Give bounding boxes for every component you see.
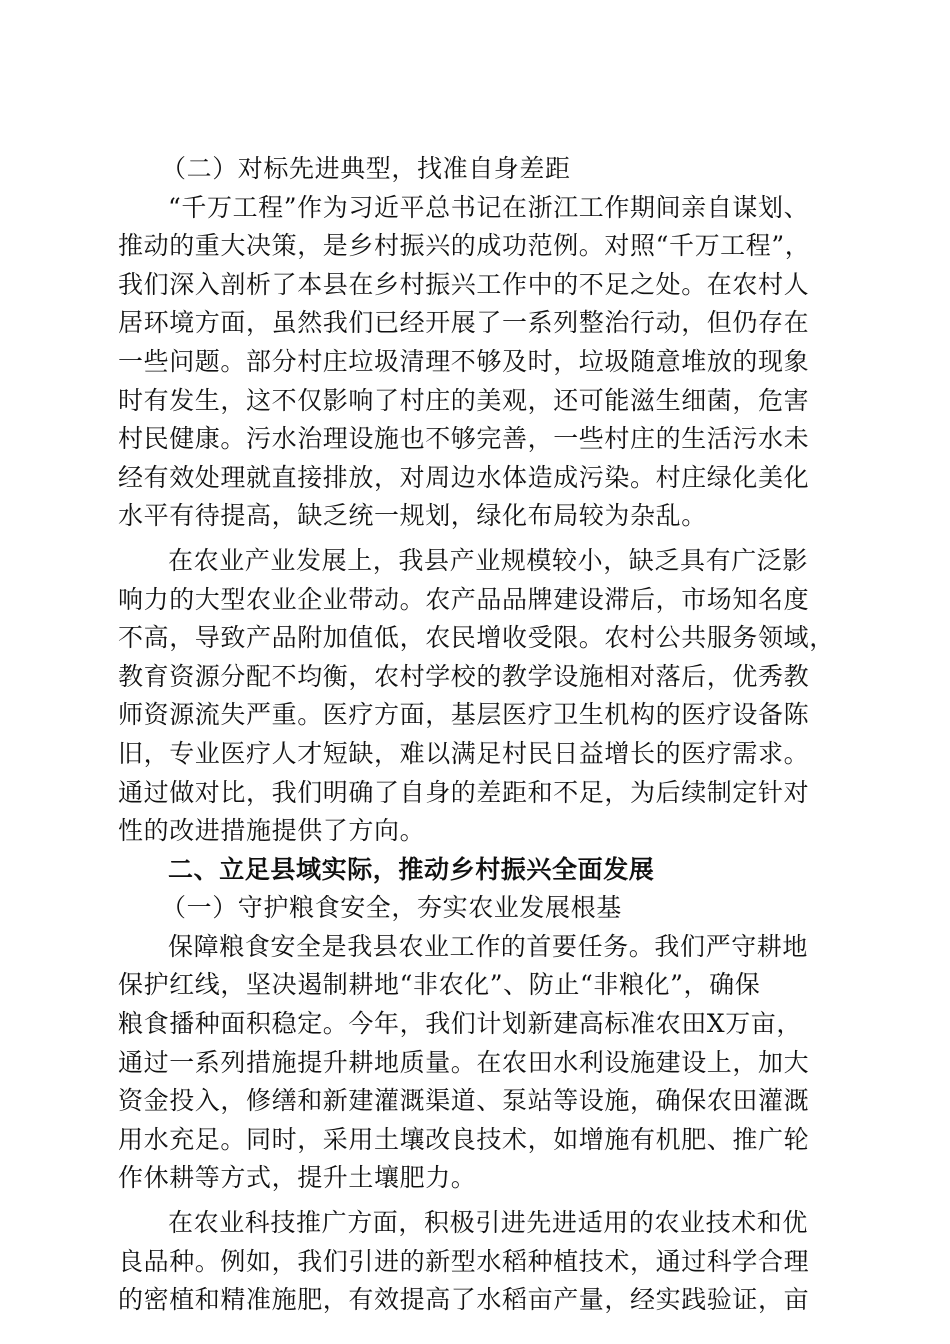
text-line: 推动的重大决策，是乡村振兴的成功范例。对照“千万工程”， xyxy=(118,231,811,261)
text-line: 旧，专业医疗人才短缺，难以满足村民日益增长的医疗需求。 xyxy=(118,738,810,768)
text-line: 良品种。例如，我们引进的新型水稻种植技术，通过科学合理 xyxy=(118,1246,810,1276)
text-line: 粮食播种面积稳定。今年，我们计划新建高标准农田X万亩， xyxy=(118,1009,802,1039)
text-line: “千万工程”作为习近平总书记在浙江工作期间亲自谋划、 xyxy=(168,192,810,222)
subsection-title-food-security: （一）守护粮食安全，夯实农业发展根基 xyxy=(161,893,622,923)
text-line: 的密植和精准施肥，有效提高了水稻亩产量，经实践验证，亩 xyxy=(118,1285,810,1315)
paragraph-agri-tech xyxy=(118,1204,833,1320)
text-line: 资金投入，修缮和新建灌溉渠道、泵站等设施，确保农田灌溉 xyxy=(118,1086,810,1116)
text-line: 通过一系列措施提升耕地质量。在农田水利设施建设上，加大 xyxy=(118,1047,810,1077)
text-line: 居环境方面，虽然我们已经开展了一系列整治行动，但仍存在 xyxy=(118,308,810,338)
text-line: 通过做对比，我们明确了自身的差距和不足，为后续制定针对 xyxy=(118,777,810,807)
text-line: 在农业产业发展上，我县产业规模较小，缺乏具有广泛影 xyxy=(168,545,809,575)
paragraph-food-security xyxy=(118,928,833,1198)
section-title-county-development: 二、立足县域实际，推动乡村振兴全面发展 xyxy=(168,854,655,884)
text-line: 师资源流失严重。医疗方面，基层医疗卫生机构的医疗设备陈 xyxy=(118,700,810,730)
paragraph-industry-services xyxy=(118,542,833,851)
text-line: 不高，导致产品附加值低，农民增收受限。农村公共服务领域， xyxy=(118,623,835,653)
text-line: 一些问题。部分村庄垃圾清理不够及时，垃圾随意堆放的现象 xyxy=(118,346,810,376)
text-line: 时有发生，这不仅影响了村庄的美观，还可能滋生细菌，危害 xyxy=(118,385,810,415)
text-line: 教育资源分配不均衡，农村学校的教学设施相对落后，优秀教 xyxy=(118,661,810,691)
text-line: 保护红线，坚决遏制耕地“非农化”、防止“非粮化”，确保 xyxy=(118,970,761,1000)
text-line: 性的改进措施提供了方向。 xyxy=(118,816,426,846)
text-line: 响力的大型农业企业带动。农产品品牌建设滞后，市场知名度 xyxy=(118,584,810,614)
text-line: 用水充足。同时，采用土壤改良技术，如增施有机肥、推广轮 xyxy=(118,1124,810,1154)
text-line: 水平有待提高，缺乏统一规划，绿化布局较为杂乱。 xyxy=(118,501,707,531)
text-line: 我们深入剖析了本县在乡村振兴工作中的不足之处。在农村人 xyxy=(118,269,810,299)
document-body xyxy=(118,150,833,1320)
text-line: 经有效处理就直接排放，对周边水体造成污染。村庄绿化美化 xyxy=(118,462,810,492)
text-line: 作休耕等方式，提升土壤肥力。 xyxy=(118,1163,477,1193)
text-line: 在农业科技推广方面，积极引进先进适用的农业技术和优 xyxy=(168,1208,809,1238)
subsection-title-benchmark: （二）对标先进典型，找准自身差距 xyxy=(161,154,571,183)
text-line: 保障粮食安全是我县农业工作的首要任务。我们严守耕地 xyxy=(168,931,809,961)
text-line: 村民健康。污水治理设施也不够完善，一些村庄的生活污水未 xyxy=(118,424,810,454)
paragraph-benchmark-gap xyxy=(118,189,833,536)
